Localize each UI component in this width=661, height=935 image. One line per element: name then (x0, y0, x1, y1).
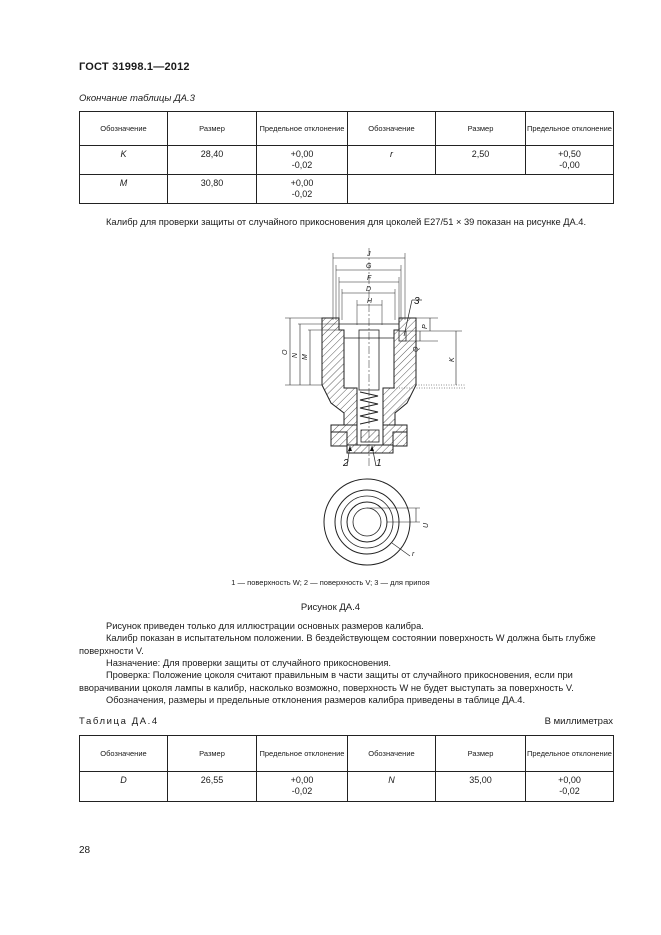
dim-label-U: U (423, 522, 430, 528)
callout-3: 3 (414, 296, 420, 307)
size-cell: 2,50 (436, 146, 526, 175)
deviation-minus: -0,00 (559, 160, 580, 170)
deviation-cell (526, 146, 614, 175)
column-header: Предельное отклонение (526, 736, 614, 772)
callout-2: 2 (343, 458, 349, 469)
dim-label-r: r (412, 551, 415, 558)
deviation-minus: -0,02 (291, 189, 313, 199)
deviation-plus: +0,50 (558, 149, 581, 159)
table-row (80, 146, 614, 175)
table-da4-units: В миллиметрах (544, 716, 613, 727)
deviation-minus: -0,02 (291, 786, 313, 796)
paragraph-5: Обозначения, размеры и предельные отклонения размеров калибра приведены в таблице ДА.4. (106, 695, 526, 705)
deviation-cell (526, 772, 614, 802)
symbol-cell: K (80, 146, 168, 175)
table-da4 (79, 735, 614, 802)
deviation-plus: +0,00 (290, 775, 314, 785)
callout-1: 1 (376, 458, 382, 469)
deviation-plus: +0,00 (290, 149, 314, 159)
table-da3 (79, 111, 614, 204)
column-header: Размер (436, 112, 526, 146)
dim-label-H: H (367, 298, 373, 305)
deviation-cell (257, 146, 348, 175)
dim-label-N: N (292, 352, 299, 358)
size-cell: 26,55 (168, 772, 257, 802)
size-cell: 35,00 (436, 772, 526, 802)
size-cell: 30,80 (168, 175, 257, 204)
vertical-dimensions (285, 318, 462, 385)
table-da4-label: Таблица ДА.4 (79, 716, 159, 727)
size-cell: 28,40 (168, 146, 257, 175)
dim-label-Q: Q (413, 346, 420, 352)
table-row (80, 772, 614, 802)
symbol-cell: r (348, 146, 436, 175)
column-header: Размер (168, 112, 257, 146)
deviation-minus: -0,02 (559, 786, 580, 796)
dim-label-K: K (449, 357, 456, 362)
paragraph-1: Рисунок приведен только для иллюстрации основных размеров калибра. (106, 621, 424, 631)
column-header: Предельное отклонение (526, 112, 614, 146)
symbol-cell: M (80, 175, 168, 204)
column-header: Обозначение (348, 736, 436, 772)
table-header-row (80, 736, 614, 772)
dim-label-J: J (367, 251, 371, 258)
page-number: 28 (79, 845, 91, 856)
figure-legend: 1 — поверхность W; 2 — поверхность V; 3 — для припоя (231, 578, 430, 587)
figure-title: Рисунок ДА.4 (300, 602, 361, 613)
column-header: Обозначение (80, 736, 168, 772)
symbol-cell: D (80, 772, 168, 802)
dim-label-D: D (366, 286, 372, 293)
document-id: ГОСТ 31998.1—2012 (79, 61, 190, 73)
deviation-minus: -0,02 (291, 160, 313, 170)
table-header-row (80, 112, 614, 146)
deviation-plus: +0,00 (558, 775, 581, 785)
column-header: Предельное отклонение (257, 112, 348, 146)
symbol-cell: N (348, 772, 436, 802)
empty-cell (348, 175, 614, 204)
deviation-plus: +0,00 (290, 178, 314, 188)
column-header: Предельное отклонение (257, 736, 348, 772)
column-header: Обозначение (348, 112, 436, 146)
deviation-cell (257, 175, 348, 204)
dim-label-G: G (366, 263, 372, 270)
dim-label-F: F (367, 275, 372, 282)
dim-label-M: M (302, 354, 309, 360)
dim-label-O: O (282, 349, 289, 355)
paragraph-4: Проверка: Положение цоколя считают правильным в части защиты от случайного прикосновения, если при вворачивании цоколя лампы в калибр, насколько возможно, поверхность W не будет выступать за поверхность V. (79, 670, 574, 693)
figure-da4-drawing (0, 240, 661, 575)
column-header: Размер (168, 736, 257, 772)
table-row (80, 175, 614, 204)
plan-view (324, 479, 420, 565)
column-header: Обозначение (80, 112, 168, 146)
column-header: Размер (436, 736, 526, 772)
deviation-cell (257, 772, 348, 802)
intro-text: Калибр для проверки защиты от случайного прикосновения для цоколей E27/51 × 39 показан на рисунке ДА.4. (106, 217, 587, 227)
paragraph-2: Калибр показан в испытательном положении. В бездействующем состоянии поверхность W должна быть глубже поверхности V. (79, 633, 596, 656)
dim-label-P: P (422, 324, 429, 329)
paragraph-3: Назначение: Для проверки защиты от случайного прикосновения. (106, 658, 391, 668)
table-da3-caption: Окончание таблицы ДА.3 (79, 93, 195, 104)
